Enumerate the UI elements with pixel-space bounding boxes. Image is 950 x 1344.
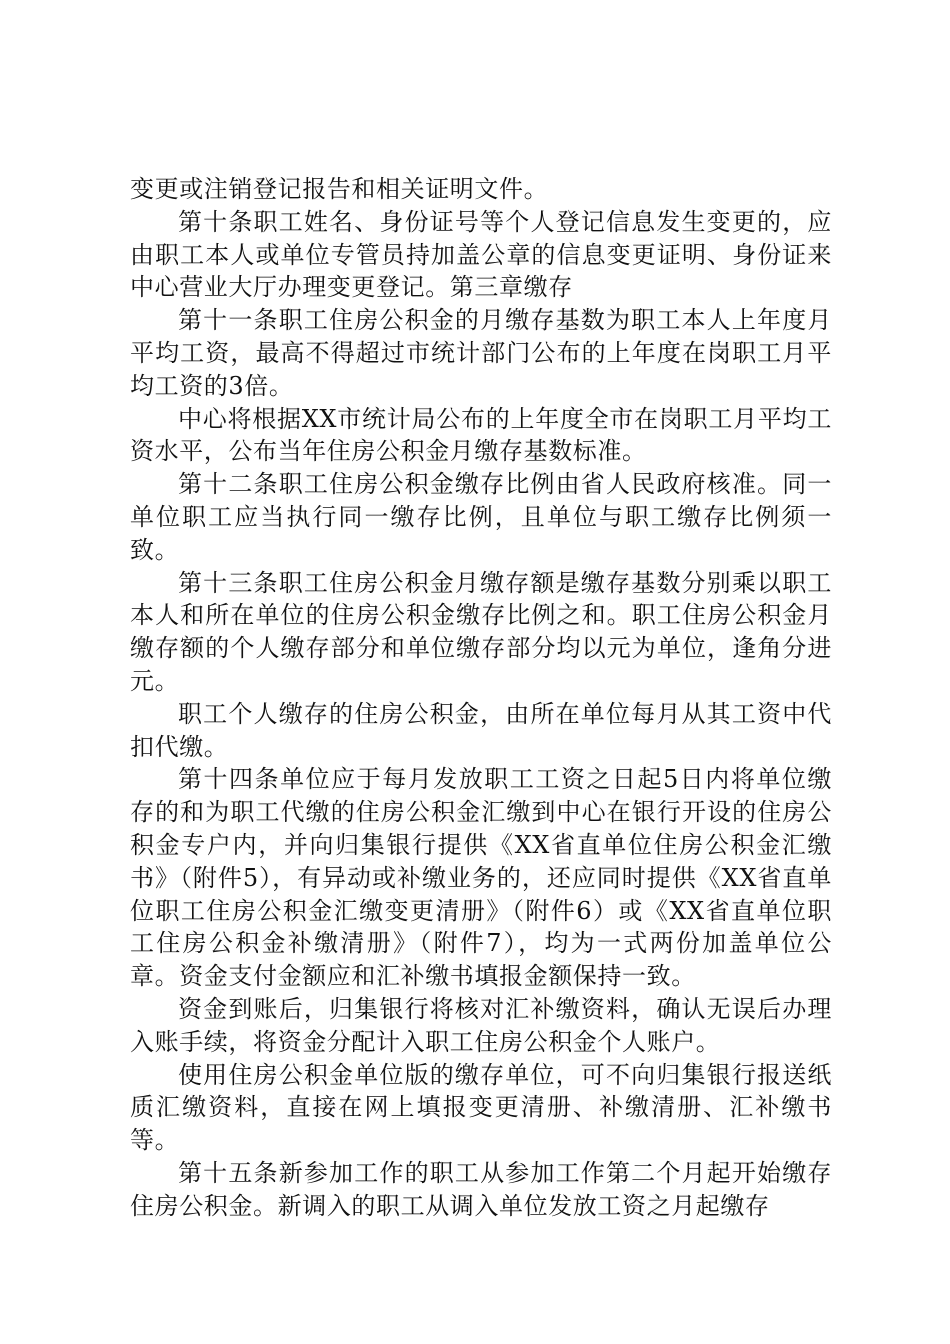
paragraph-continuation: 变更或注销登记报告和相关证明文件。 xyxy=(130,175,549,203)
paragraph-article-13: 第十三条职工住房公积金月缴存额是缴存基数分别乘以职工本人和所在单位的住房公积金缴存比例之和。职工住房公积金月缴存额的个人缴存部分和单位缴存部分均以元为单位，逢角分进元。 xyxy=(130,568,832,695)
paragraph-article-12: 第十二条职工住房公积金缴存比例由省人民政府核准。同一单位职工应当执行同一缴存比例，且单位与职工缴存比例须一致。 xyxy=(130,470,832,564)
document-body xyxy=(130,173,832,1223)
paragraph-online-filing: 使用住房公积金单位版的缴存单位，可不向归集银行报送纸质汇缴资料，直接在网上填报变更清册、补缴清册、汇补缴书等。 xyxy=(130,1060,832,1155)
paragraph-article-11: 第十一条职工住房公积金的月缴存基数为职工本人上年度月平均工资，最高不得超过市统计部门公布的上年度在岗职工月平均工资的3倍。 xyxy=(130,306,832,400)
paragraph-article-15: 第十五条新参加工作的职工从参加工作第二个月起开始缴存住房公积金。新调入的职工从调入单位发放工资之月起缴存 xyxy=(130,1158,832,1220)
paragraph-article-10: 第十条职工姓名、身份证号等个人登记信息发生变更的，应由职工本人或单位专管员持加盖公章的信息变更证明、身份证来中心营业大厅办理变更登记。第三章缴存 xyxy=(130,207,832,302)
paragraph-personal-deduction: 职工个人缴存的住房公积金，由所在单位每月从其工资中代扣代缴。 xyxy=(130,699,832,761)
paragraph-base-standard: 中心将根据XX市统计局公布的上年度全市在岗职工月平均工资水平，公布当年住房公积金月缴存基数标准。 xyxy=(130,404,832,466)
paragraph-article-14: 第十四条单位应于每月发放职工工资之日起5日内将单位缴存的和为职工代缴的住房公积金汇缴到中心在银行开设的住房公积金专户内，并向归集银行提供《XX省直单位住房公积金汇缴书》（附件5），有异动或补缴业务的，还应同时提供《XX省直单位职工住房公积金汇缴变更清册》（附件6）或《XX省直单位职工住房公积金补缴清册》（附件7），均为一式两份加盖单位公章。资金支付金额应和汇补缴书填报金额保持一致。 xyxy=(130,765,832,991)
paragraph-bank-processing: 资金到账后，归集银行将核对汇补缴资料，确认无误后办理入账手续，将资金分配计入职工住房公积金个人账户。 xyxy=(130,994,832,1056)
